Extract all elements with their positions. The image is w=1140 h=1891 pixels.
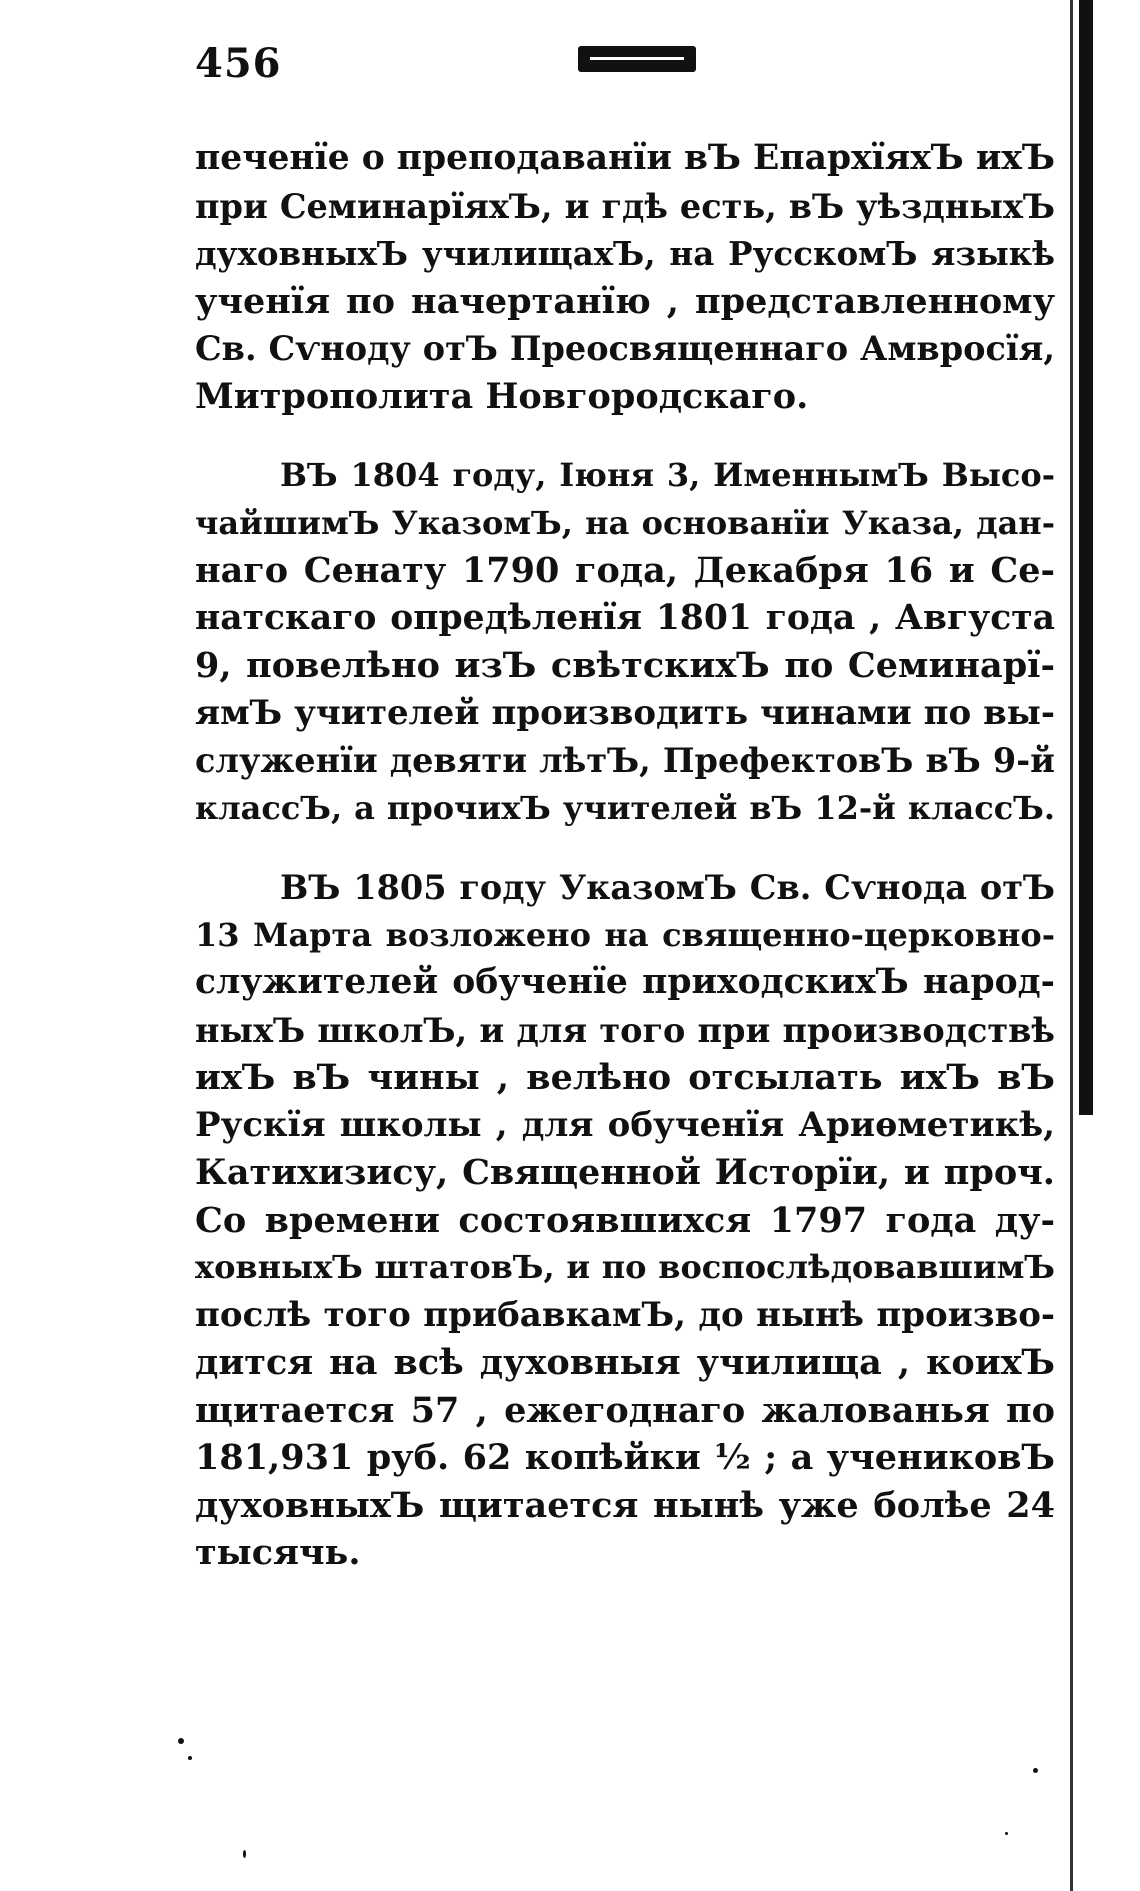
- paper-speck: [178, 1738, 184, 1744]
- text-line: 13 Марта возложено на священно-церковно-: [195, 915, 1055, 954]
- text-line: 9, повелѣно изЪ свѣтскихЪ по Семинарї-: [195, 645, 1055, 686]
- text-line: ученїя по начертанїю , представленному: [195, 280, 1055, 322]
- text-line: дится на всѣ духовныя училища , коихЪ: [195, 1342, 1055, 1383]
- text-line: чайшимЪ УказомЪ, на основанїи Указа, дан-: [195, 503, 1055, 542]
- text-line: щитается 57 , ежегоднаго жалованья по: [195, 1389, 1055, 1431]
- text-line: печенїе о преподаванїи вЪ ЕпархїяхЪ ихЪ: [195, 138, 1055, 178]
- header-ornament: [578, 46, 696, 72]
- text-line: ВЪ 1804 году, Іюня 3, ИменнымЪ Высо-: [280, 456, 1055, 494]
- page-number: 456: [195, 40, 282, 87]
- binding-shadow: [1079, 0, 1093, 1115]
- text-line: наго Сенату 1790 года, Декабря 16 и Се-: [195, 550, 1055, 591]
- text-line: натскаго опредѣленїя 1801 года , Августа: [195, 597, 1055, 638]
- text-line: духовныхЪ училищахЪ, на РусскомЪ языкѣ: [195, 234, 1055, 273]
- text-line: Св. Сѵноду отЪ Преосвященнаго Амвросїя,: [195, 329, 1055, 368]
- paper-speck: [1005, 1832, 1008, 1835]
- paragraph-1: [195, 135, 1055, 420]
- paper-speck: [188, 1756, 192, 1760]
- paragraph-3: [195, 864, 1055, 1577]
- text-line: ховныхЪ штатовЪ, и по воспослѣдовавшимЪ: [195, 1248, 1055, 1286]
- text-line: классЪ, а прочихЪ учителей вЪ 12-й классЪ.: [195, 788, 1055, 827]
- text-line: Митрополита Новгородскаго.: [195, 375, 809, 417]
- text-line: служенїи девяти лѣтЪ, ПрефектовЪ вЪ 9-й: [195, 741, 1055, 780]
- text-line: ВЪ 1805 году УказомЪ Св. Сѵнода отЪ: [280, 868, 1055, 907]
- paragraph-spacer: [195, 420, 1055, 452]
- paragraph-spacer: [195, 832, 1055, 864]
- text-line: ныхЪ школЪ, и для того при производствѣ: [195, 1010, 1055, 1050]
- body-text: [195, 135, 1055, 1577]
- text-line: тысячь.: [195, 1532, 361, 1573]
- text-line: служителей обученїе приходскихЪ народ-: [195, 962, 1055, 1002]
- page-edge-line: [1070, 0, 1073, 1891]
- text-line: при СеминарїяхЪ, и гдѣ есть, вЪ уѣздныхЪ: [195, 186, 1055, 226]
- text-line: Катихизису, Священной Исторїи, и проч.: [195, 1152, 1055, 1193]
- text-line: Со времени состоявшихся 1797 года ду-: [195, 1199, 1055, 1241]
- paper-speck: [1033, 1768, 1038, 1773]
- text-line: Рускїя школы , для обученїя Ариѳметикѣ,: [195, 1104, 1055, 1145]
- text-line: 181,931 руб. 62 копѣйки ½ ; а учениковЪ: [195, 1437, 1055, 1478]
- paper-speck: [243, 1850, 246, 1858]
- text-line: ямЪ учителей производить чинами по вы-: [195, 692, 1055, 733]
- text-line: духовныхЪ щитается нынѣ уже болѣе 24: [195, 1484, 1055, 1526]
- paragraph-2: [195, 452, 1055, 832]
- text-line: ихЪ вЪ чины , велѣно отсылать ихЪ вЪ: [195, 1057, 1055, 1098]
- text-line: послѣ того прибавкамЪ, до нынѣ произво-: [195, 1294, 1055, 1335]
